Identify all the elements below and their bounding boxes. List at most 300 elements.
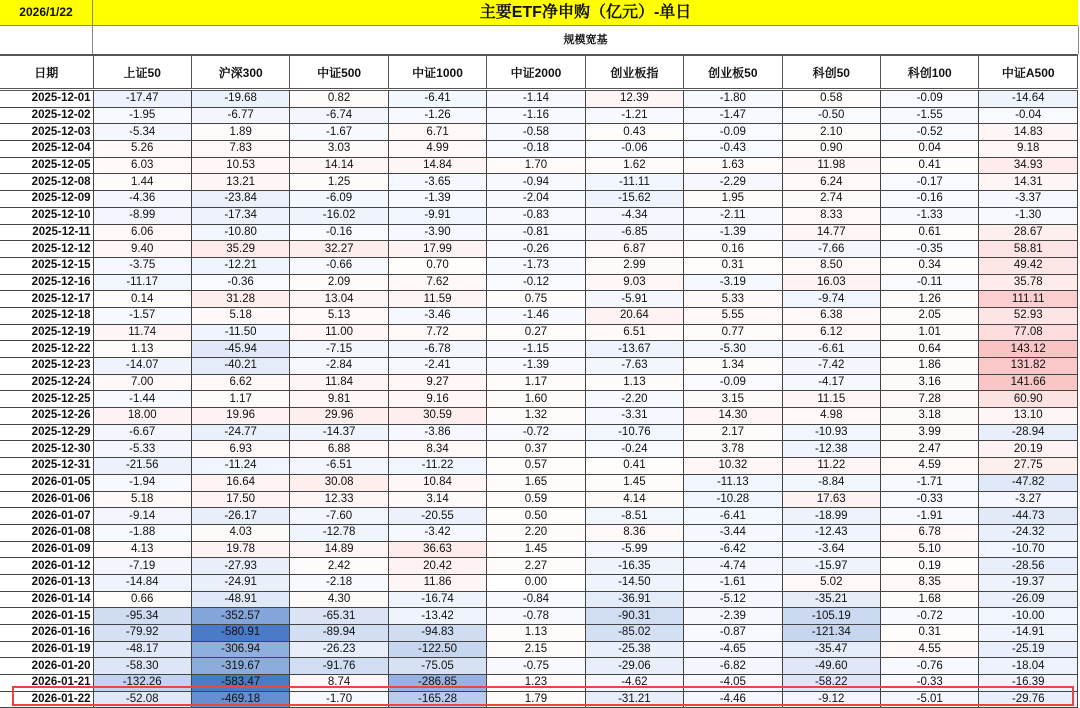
value-cell[interactable]: 6.78 xyxy=(881,524,979,541)
value-cell[interactable]: -45.94 xyxy=(191,341,289,358)
value-cell[interactable]: -7.15 xyxy=(290,341,388,358)
value-cell[interactable]: 13.10 xyxy=(979,408,1078,425)
value-cell[interactable]: 3.78 xyxy=(684,441,782,458)
value-cell[interactable]: -18.99 xyxy=(782,508,880,525)
value-cell[interactable]: -3.90 xyxy=(388,224,486,241)
value-cell[interactable]: -0.72 xyxy=(881,608,979,625)
value-cell[interactable]: 6.24 xyxy=(782,174,880,191)
value-cell[interactable]: -0.11 xyxy=(881,274,979,291)
value-cell[interactable]: -6.82 xyxy=(684,658,782,675)
value-cell[interactable]: 2.05 xyxy=(881,307,979,324)
value-cell[interactable]: -25.19 xyxy=(979,641,1078,658)
value-cell[interactable]: 0.27 xyxy=(487,324,585,341)
value-cell[interactable]: -14.50 xyxy=(585,574,683,591)
value-cell[interactable]: 1.32 xyxy=(487,408,585,425)
value-cell[interactable]: -0.18 xyxy=(487,141,585,158)
date-cell[interactable]: 2025-12-16 xyxy=(0,274,93,291)
value-cell[interactable]: 0.64 xyxy=(881,341,979,358)
value-cell[interactable]: 20.42 xyxy=(388,558,486,575)
value-cell[interactable]: -5.12 xyxy=(684,591,782,608)
value-cell[interactable]: -7.63 xyxy=(585,358,683,375)
value-cell[interactable]: 7.83 xyxy=(191,141,289,158)
value-cell[interactable]: 6.06 xyxy=(93,224,191,241)
value-cell[interactable]: 6.38 xyxy=(782,307,880,324)
value-cell[interactable]: 6.93 xyxy=(191,441,289,458)
value-cell[interactable]: 0.34 xyxy=(881,257,979,274)
value-cell[interactable]: 11.86 xyxy=(388,574,486,591)
value-cell[interactable]: -1.88 xyxy=(93,524,191,541)
value-cell[interactable]: -31.21 xyxy=(585,691,683,708)
value-cell[interactable]: 27.75 xyxy=(979,458,1078,475)
value-cell[interactable]: 10.84 xyxy=(388,474,486,491)
date-cell[interactable]: 2026-01-09 xyxy=(0,541,93,558)
value-cell[interactable]: 18.00 xyxy=(93,408,191,425)
value-cell[interactable]: -0.66 xyxy=(290,257,388,274)
date-cell[interactable]: 2025-12-11 xyxy=(0,224,93,241)
value-cell[interactable]: 8.50 xyxy=(782,257,880,274)
value-cell[interactable]: 6.51 xyxy=(585,324,683,341)
value-cell[interactable]: 6.62 xyxy=(191,374,289,391)
value-cell[interactable]: 5.18 xyxy=(191,307,289,324)
value-cell[interactable]: 10.32 xyxy=(684,458,782,475)
value-cell[interactable]: 17.99 xyxy=(388,241,486,258)
value-cell[interactable]: 16.03 xyxy=(782,274,880,291)
value-cell[interactable]: -16.35 xyxy=(585,558,683,575)
value-cell[interactable]: 5.26 xyxy=(93,141,191,158)
value-cell[interactable]: -4.62 xyxy=(585,675,683,692)
value-cell[interactable]: 2.09 xyxy=(290,274,388,291)
value-cell[interactable]: 1.25 xyxy=(290,174,388,191)
value-cell[interactable]: -0.78 xyxy=(487,608,585,625)
value-cell[interactable]: 2.42 xyxy=(290,558,388,575)
value-cell[interactable]: -0.09 xyxy=(881,90,979,108)
value-cell[interactable]: -27.93 xyxy=(191,558,289,575)
value-cell[interactable]: 12.39 xyxy=(585,90,683,108)
date-cell[interactable]: 2025-12-05 xyxy=(0,157,93,174)
value-cell[interactable]: 0.75 xyxy=(487,291,585,308)
value-cell[interactable]: -5.99 xyxy=(585,541,683,558)
value-cell[interactable]: 8.35 xyxy=(881,574,979,591)
value-cell[interactable]: -18.04 xyxy=(979,658,1078,675)
value-cell[interactable]: 9.16 xyxy=(388,391,486,408)
column-header[interactable]: 中证A500 xyxy=(979,56,1078,90)
value-cell[interactable]: 1.45 xyxy=(585,474,683,491)
value-cell[interactable]: 0.19 xyxy=(881,558,979,575)
value-cell[interactable]: -1.91 xyxy=(881,508,979,525)
value-cell[interactable]: -1.14 xyxy=(487,90,585,108)
value-cell[interactable]: -44.73 xyxy=(979,508,1078,525)
value-cell[interactable]: 4.30 xyxy=(290,591,388,608)
date-cell[interactable]: 2025-12-04 xyxy=(0,141,93,158)
value-cell[interactable]: -26.09 xyxy=(979,591,1078,608)
value-cell[interactable]: -1.26 xyxy=(388,107,486,124)
value-cell[interactable]: 141.66 xyxy=(979,374,1078,391)
value-cell[interactable]: -1.46 xyxy=(487,307,585,324)
value-cell[interactable]: -11.17 xyxy=(93,274,191,291)
date-cell[interactable]: 2026-01-19 xyxy=(0,641,93,658)
value-cell[interactable]: -16.39 xyxy=(979,675,1078,692)
date-cell[interactable]: 2025-12-22 xyxy=(0,341,93,358)
value-cell[interactable]: 5.13 xyxy=(290,307,388,324)
value-cell[interactable]: -1.21 xyxy=(585,107,683,124)
value-cell[interactable]: 11.22 xyxy=(782,458,880,475)
value-cell[interactable]: 2.99 xyxy=(585,257,683,274)
value-cell[interactable]: 34.93 xyxy=(979,157,1078,174)
value-cell[interactable]: 10.53 xyxy=(191,157,289,174)
value-cell[interactable]: 0.58 xyxy=(782,90,880,108)
value-cell[interactable]: -0.81 xyxy=(487,224,585,241)
value-cell[interactable]: -0.33 xyxy=(881,675,979,692)
value-cell[interactable]: -1.44 xyxy=(93,391,191,408)
value-cell[interactable]: 0.50 xyxy=(487,508,585,525)
value-cell[interactable]: 5.02 xyxy=(782,574,880,591)
value-cell[interactable]: 9.40 xyxy=(93,241,191,258)
value-cell[interactable]: -58.30 xyxy=(93,658,191,675)
value-cell[interactable]: 3.18 xyxy=(881,408,979,425)
value-cell[interactable]: -0.72 xyxy=(487,424,585,441)
value-cell[interactable]: -2.84 xyxy=(290,358,388,375)
value-cell[interactable]: 4.14 xyxy=(585,491,683,508)
value-cell[interactable]: -95.34 xyxy=(93,608,191,625)
value-cell[interactable]: -14.37 xyxy=(290,424,388,441)
value-cell[interactable]: 11.98 xyxy=(782,157,880,174)
column-header[interactable]: 中证2000 xyxy=(487,56,585,90)
value-cell[interactable]: -0.16 xyxy=(881,191,979,208)
value-cell[interactable]: -1.95 xyxy=(93,107,191,124)
value-cell[interactable]: -14.84 xyxy=(93,574,191,591)
value-cell[interactable]: -6.74 xyxy=(290,107,388,124)
value-cell[interactable]: 12.33 xyxy=(290,491,388,508)
date-cell[interactable]: 2025-12-15 xyxy=(0,257,93,274)
value-cell[interactable]: 11.84 xyxy=(290,374,388,391)
value-cell[interactable]: -7.42 xyxy=(782,358,880,375)
column-header[interactable]: 中证1000 xyxy=(388,56,486,90)
date-cell[interactable]: 2025-12-12 xyxy=(0,241,93,258)
value-cell[interactable]: -0.43 xyxy=(684,141,782,158)
value-cell[interactable]: 0.04 xyxy=(881,141,979,158)
value-cell[interactable]: -6.61 xyxy=(782,341,880,358)
value-cell[interactable]: -1.94 xyxy=(93,474,191,491)
value-cell[interactable]: 7.62 xyxy=(388,274,486,291)
date-cell[interactable]: 2025-12-29 xyxy=(0,424,93,441)
value-cell[interactable]: -0.35 xyxy=(881,241,979,258)
value-cell[interactable]: -0.36 xyxy=(191,274,289,291)
value-cell[interactable]: -2.18 xyxy=(290,574,388,591)
value-cell[interactable]: 1.89 xyxy=(191,124,289,141)
value-cell[interactable]: -19.37 xyxy=(979,574,1078,591)
value-cell[interactable]: 28.67 xyxy=(979,224,1078,241)
column-header[interactable]: 科创100 xyxy=(881,56,979,90)
date-cell[interactable]: 2026-01-12 xyxy=(0,558,93,575)
value-cell[interactable]: -1.80 xyxy=(684,90,782,108)
value-cell[interactable]: 4.59 xyxy=(881,458,979,475)
value-cell[interactable]: -12.38 xyxy=(782,441,880,458)
value-cell[interactable]: -105.19 xyxy=(782,608,880,625)
value-cell[interactable]: -1.39 xyxy=(684,224,782,241)
value-cell[interactable]: -132.26 xyxy=(93,675,191,692)
value-cell[interactable]: -2.41 xyxy=(388,358,486,375)
value-cell[interactable]: -35.47 xyxy=(782,641,880,658)
value-cell[interactable]: 11.15 xyxy=(782,391,880,408)
value-cell[interactable]: -28.56 xyxy=(979,558,1078,575)
value-cell[interactable]: 5.33 xyxy=(684,291,782,308)
value-cell[interactable]: -9.14 xyxy=(93,508,191,525)
date-cell[interactable]: 2025-12-23 xyxy=(0,358,93,375)
value-cell[interactable]: -49.60 xyxy=(782,658,880,675)
value-cell[interactable]: 2.10 xyxy=(782,124,880,141)
value-cell[interactable]: -7.19 xyxy=(93,558,191,575)
date-cell[interactable]: 2025-12-26 xyxy=(0,408,93,425)
value-cell[interactable]: 0.41 xyxy=(881,157,979,174)
value-cell[interactable]: -6.42 xyxy=(684,541,782,558)
value-cell[interactable]: 1.13 xyxy=(93,341,191,358)
value-cell[interactable]: -91.76 xyxy=(290,658,388,675)
value-cell[interactable]: -1.71 xyxy=(881,474,979,491)
value-cell[interactable]: 8.36 xyxy=(585,524,683,541)
value-cell[interactable]: -0.33 xyxy=(881,491,979,508)
value-cell[interactable]: -36.91 xyxy=(585,591,683,608)
value-cell[interactable]: -16.02 xyxy=(290,207,388,224)
value-cell[interactable]: 5.10 xyxy=(881,541,979,558)
value-cell[interactable]: -3.37 xyxy=(979,191,1078,208)
value-cell[interactable]: -11.13 xyxy=(684,474,782,491)
value-cell[interactable]: -12.78 xyxy=(290,524,388,541)
value-cell[interactable]: -9.74 xyxy=(782,291,880,308)
value-cell[interactable]: -306.94 xyxy=(191,641,289,658)
value-cell[interactable]: -6.41 xyxy=(684,508,782,525)
column-header[interactable]: 中证500 xyxy=(290,56,388,90)
column-header[interactable]: 创业板50 xyxy=(684,56,782,90)
value-cell[interactable]: -14.64 xyxy=(979,90,1078,108)
value-cell[interactable]: 0.77 xyxy=(684,324,782,341)
date-cell[interactable]: 2026-01-06 xyxy=(0,491,93,508)
value-cell[interactable]: -8.84 xyxy=(782,474,880,491)
value-cell[interactable]: -6.78 xyxy=(388,341,486,358)
value-cell[interactable]: -7.60 xyxy=(290,508,388,525)
value-cell[interactable]: 11.59 xyxy=(388,291,486,308)
value-cell[interactable]: 5.55 xyxy=(684,307,782,324)
value-cell[interactable]: 1.63 xyxy=(684,157,782,174)
value-cell[interactable]: -28.94 xyxy=(979,424,1078,441)
date-cell[interactable]: 2026-01-20 xyxy=(0,658,93,675)
value-cell[interactable]: 1.79 xyxy=(487,691,585,708)
value-cell[interactable]: -35.21 xyxy=(782,591,880,608)
value-cell[interactable]: 6.87 xyxy=(585,241,683,258)
value-cell[interactable]: -3.27 xyxy=(979,491,1078,508)
date-cell[interactable]: 2025-12-30 xyxy=(0,441,93,458)
value-cell[interactable]: 20.19 xyxy=(979,441,1078,458)
value-cell[interactable]: -3.42 xyxy=(388,524,486,541)
value-cell[interactable]: -0.76 xyxy=(881,658,979,675)
value-cell[interactable]: -5.01 xyxy=(881,691,979,708)
date-cell[interactable]: 2025-12-31 xyxy=(0,458,93,475)
value-cell[interactable]: -0.58 xyxy=(487,124,585,141)
value-cell[interactable]: -40.21 xyxy=(191,358,289,375)
value-cell[interactable]: -0.84 xyxy=(487,591,585,608)
value-cell[interactable]: 1.45 xyxy=(487,541,585,558)
value-cell[interactable]: -29.76 xyxy=(979,691,1078,708)
value-cell[interactable]: -2.39 xyxy=(684,608,782,625)
value-cell[interactable]: -21.56 xyxy=(93,458,191,475)
value-cell[interactable]: -7.66 xyxy=(782,241,880,258)
value-cell[interactable]: 14.31 xyxy=(979,174,1078,191)
value-cell[interactable]: 1.17 xyxy=(191,391,289,408)
value-cell[interactable]: -3.86 xyxy=(388,424,486,441)
value-cell[interactable]: 17.50 xyxy=(191,491,289,508)
value-cell[interactable]: 0.57 xyxy=(487,458,585,475)
value-cell[interactable]: -90.31 xyxy=(585,608,683,625)
date-cell[interactable]: 2025-12-08 xyxy=(0,174,93,191)
value-cell[interactable]: -4.74 xyxy=(684,558,782,575)
value-cell[interactable]: 13.21 xyxy=(191,174,289,191)
value-cell[interactable]: -0.17 xyxy=(881,174,979,191)
value-cell[interactable]: 36.63 xyxy=(388,541,486,558)
value-cell[interactable]: 4.55 xyxy=(881,641,979,658)
value-cell[interactable]: -1.39 xyxy=(487,358,585,375)
date-cell[interactable]: 2026-01-13 xyxy=(0,574,93,591)
date-cell[interactable]: 2025-12-17 xyxy=(0,291,93,308)
value-cell[interactable]: 31.28 xyxy=(191,291,289,308)
value-cell[interactable]: -0.75 xyxy=(487,658,585,675)
column-header[interactable]: 日期 xyxy=(0,56,93,90)
value-cell[interactable]: -26.17 xyxy=(191,508,289,525)
value-cell[interactable]: 60.90 xyxy=(979,391,1078,408)
value-cell[interactable]: -1.57 xyxy=(93,307,191,324)
value-cell[interactable]: 1.62 xyxy=(585,157,683,174)
value-cell[interactable]: -12.21 xyxy=(191,257,289,274)
value-cell[interactable]: -4.65 xyxy=(684,641,782,658)
value-cell[interactable]: 3.03 xyxy=(290,141,388,158)
value-cell[interactable]: -0.04 xyxy=(979,107,1078,124)
value-cell[interactable]: -2.11 xyxy=(684,207,782,224)
value-cell[interactable]: -3.46 xyxy=(388,307,486,324)
value-cell[interactable]: 1.70 xyxy=(487,157,585,174)
value-cell[interactable]: -4.17 xyxy=(782,374,880,391)
value-cell[interactable]: -58.22 xyxy=(782,675,880,692)
value-cell[interactable]: 0.90 xyxy=(782,141,880,158)
value-cell[interactable]: 1.01 xyxy=(881,324,979,341)
value-cell[interactable]: 14.77 xyxy=(782,224,880,241)
value-cell[interactable]: -29.06 xyxy=(585,658,683,675)
value-cell[interactable]: 4.99 xyxy=(388,141,486,158)
value-cell[interactable]: -0.12 xyxy=(487,274,585,291)
value-cell[interactable]: -11.24 xyxy=(191,458,289,475)
value-cell[interactable]: 11.74 xyxy=(93,324,191,341)
value-cell[interactable]: -23.84 xyxy=(191,191,289,208)
value-cell[interactable]: 6.88 xyxy=(290,441,388,458)
value-cell[interactable]: -3.75 xyxy=(93,257,191,274)
value-cell[interactable]: 4.13 xyxy=(93,541,191,558)
value-cell[interactable]: 1.23 xyxy=(487,675,585,692)
value-cell[interactable]: 19.96 xyxy=(191,408,289,425)
value-cell[interactable]: -0.16 xyxy=(290,224,388,241)
value-cell[interactable]: 0.37 xyxy=(487,441,585,458)
value-cell[interactable]: 3.14 xyxy=(388,491,486,508)
date-cell[interactable]: 2026-01-14 xyxy=(0,591,93,608)
value-cell[interactable]: 6.71 xyxy=(388,124,486,141)
value-cell[interactable]: 0.61 xyxy=(881,224,979,241)
value-cell[interactable]: 14.14 xyxy=(290,157,388,174)
value-cell[interactable]: -14.91 xyxy=(979,625,1078,642)
value-cell[interactable]: 5.18 xyxy=(93,491,191,508)
value-cell[interactable]: -11.22 xyxy=(388,458,486,475)
value-cell[interactable]: -79.92 xyxy=(93,625,191,642)
value-cell[interactable]: 30.59 xyxy=(388,408,486,425)
value-cell[interactable]: -5.30 xyxy=(684,341,782,358)
value-cell[interactable]: -6.51 xyxy=(290,458,388,475)
value-cell[interactable]: -121.34 xyxy=(782,625,880,642)
value-cell[interactable]: -48.91 xyxy=(191,591,289,608)
value-cell[interactable]: 14.84 xyxy=(388,157,486,174)
value-cell[interactable]: 1.65 xyxy=(487,474,585,491)
value-cell[interactable]: -89.94 xyxy=(290,625,388,642)
value-cell[interactable]: 7.28 xyxy=(881,391,979,408)
date-cell[interactable]: 2026-01-07 xyxy=(0,508,93,525)
value-cell[interactable]: -0.94 xyxy=(487,174,585,191)
value-cell[interactable]: -1.55 xyxy=(881,107,979,124)
value-cell[interactable]: -1.16 xyxy=(487,107,585,124)
value-cell[interactable]: 1.44 xyxy=(93,174,191,191)
value-cell[interactable]: 2.15 xyxy=(487,641,585,658)
value-cell[interactable]: 1.26 xyxy=(881,291,979,308)
date-cell[interactable]: 2025-12-01 xyxy=(0,90,93,108)
value-cell[interactable]: 16.64 xyxy=(191,474,289,491)
value-cell[interactable]: 0.14 xyxy=(93,291,191,308)
value-cell[interactable]: 30.08 xyxy=(290,474,388,491)
value-cell[interactable]: -75.05 xyxy=(388,658,486,675)
value-cell[interactable]: -52.08 xyxy=(93,691,191,708)
value-cell[interactable]: 6.12 xyxy=(782,324,880,341)
value-cell[interactable]: 35.29 xyxy=(191,241,289,258)
value-cell[interactable]: 8.34 xyxy=(388,441,486,458)
value-cell[interactable]: -6.41 xyxy=(388,90,486,108)
value-cell[interactable]: -319.67 xyxy=(191,658,289,675)
value-cell[interactable]: 2.47 xyxy=(881,441,979,458)
date-cell[interactable]: 2025-12-02 xyxy=(0,107,93,124)
value-cell[interactable]: 9.81 xyxy=(290,391,388,408)
value-cell[interactable]: -94.83 xyxy=(388,625,486,642)
value-cell[interactable]: -24.77 xyxy=(191,424,289,441)
value-cell[interactable]: 0.59 xyxy=(487,491,585,508)
value-cell[interactable]: -1.70 xyxy=(290,691,388,708)
value-cell[interactable]: 1.13 xyxy=(487,625,585,642)
value-cell[interactable]: 9.18 xyxy=(979,141,1078,158)
value-cell[interactable]: -8.99 xyxy=(93,207,191,224)
date-cell[interactable]: 2026-01-21 xyxy=(0,675,93,692)
value-cell[interactable]: -19.68 xyxy=(191,90,289,108)
value-cell[interactable]: -11.11 xyxy=(585,174,683,191)
value-cell[interactable]: -0.83 xyxy=(487,207,585,224)
value-cell[interactable]: -14.07 xyxy=(93,358,191,375)
value-cell[interactable]: 14.89 xyxy=(290,541,388,558)
value-cell[interactable]: -1.33 xyxy=(881,207,979,224)
value-cell[interactable]: 52.93 xyxy=(979,307,1078,324)
value-cell[interactable]: -9.12 xyxy=(782,691,880,708)
column-header[interactable]: 科创50 xyxy=(782,56,880,90)
value-cell[interactable]: 77.08 xyxy=(979,324,1078,341)
value-cell[interactable]: 11.00 xyxy=(290,324,388,341)
value-cell[interactable]: 0.31 xyxy=(684,257,782,274)
value-cell[interactable]: -10.76 xyxy=(585,424,683,441)
value-cell[interactable]: -10.00 xyxy=(979,608,1078,625)
value-cell[interactable]: 14.83 xyxy=(979,124,1078,141)
value-cell[interactable]: 9.03 xyxy=(585,274,683,291)
value-cell[interactable]: -352.57 xyxy=(191,608,289,625)
value-cell[interactable]: 2.17 xyxy=(684,424,782,441)
value-cell[interactable]: 9.27 xyxy=(388,374,486,391)
value-cell[interactable]: -0.26 xyxy=(487,241,585,258)
value-cell[interactable]: -0.24 xyxy=(585,441,683,458)
